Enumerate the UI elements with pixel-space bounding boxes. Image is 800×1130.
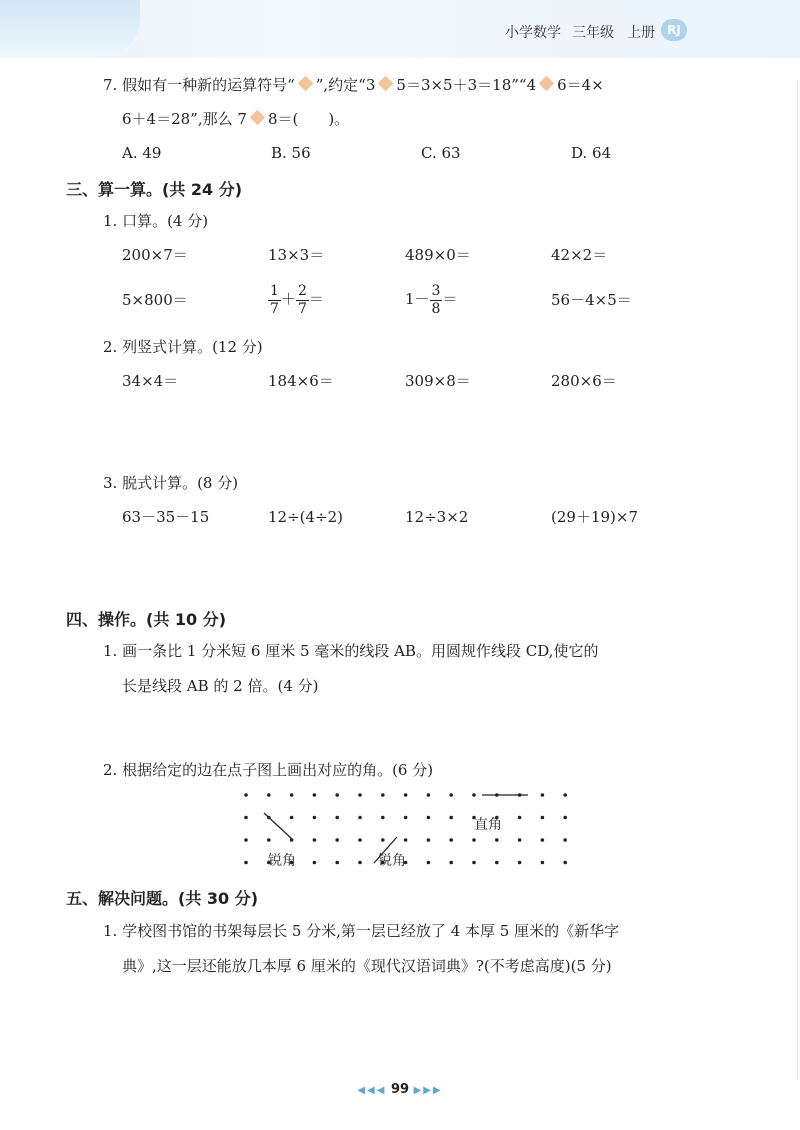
grid-dot xyxy=(335,861,339,865)
grid-dot xyxy=(244,816,248,820)
s4-p1-line2: 长是线段 AB 的 2 倍。(4 分) xyxy=(122,677,319,695)
grid-dot xyxy=(427,861,431,865)
grid-dot xyxy=(244,838,248,842)
acute-angle-label-2: 锐角 xyxy=(378,853,406,869)
grid-dot xyxy=(290,793,294,797)
grid-dot xyxy=(358,816,362,820)
grid-dot xyxy=(563,838,567,842)
oral-calc-item: 200×7＝ xyxy=(122,246,188,264)
grid-dot xyxy=(313,793,317,797)
grid-dot xyxy=(335,838,339,842)
fraction: $\frac{3}{8}$ xyxy=(431,282,441,317)
grid-dot xyxy=(472,838,476,842)
grid-dot xyxy=(244,861,248,865)
header-grade: 三年级 xyxy=(572,25,614,41)
grid-dot xyxy=(335,793,339,797)
grid-dot xyxy=(541,793,545,797)
vertical-calc-item: 309×8＝ xyxy=(405,372,471,390)
grid-dot xyxy=(449,793,453,797)
grid-dot xyxy=(381,838,385,842)
s5-p1-line1: 1. 学校图书馆的书架每层长 5 分米,第一层已经放了 4 本厚 5 厘米的《新华字 xyxy=(103,922,620,940)
fraction: $\frac{1}{7}$ xyxy=(270,282,279,317)
grid-dot xyxy=(313,838,317,842)
s5-p1-line2: 典》,这一层还能放几本厚 6 厘米的《现代汉语词典》?(不考虑高度)(5 分) xyxy=(122,957,612,975)
grid-dot xyxy=(495,861,499,865)
header-subject: 小学数学 xyxy=(505,25,561,41)
q7-option-d[interactable]: D. 64 xyxy=(571,144,612,162)
left-arrows-icon: ◀◀◀ xyxy=(357,1085,387,1096)
header-decoration xyxy=(0,0,140,58)
stepwise-calc-item: 12÷3×2 xyxy=(405,508,469,526)
diamond-operator-icon xyxy=(250,110,266,126)
grid-dot xyxy=(358,838,362,842)
diamond-operator-icon xyxy=(297,76,313,92)
diamond-operator-icon xyxy=(378,76,394,92)
grid-dot xyxy=(404,838,408,842)
vertical-calc-item: 184×6＝ xyxy=(268,372,334,390)
fraction: $\frac{2}{7}$ xyxy=(297,282,307,317)
acute-angle-label-1: 锐角 xyxy=(268,853,296,869)
grid-dot xyxy=(313,861,317,865)
oral-calc-item: 13×3＝ xyxy=(268,246,325,264)
oral-calc-item: 56－4×5＝ xyxy=(551,291,632,309)
vertical-calc-item: 280×6＝ xyxy=(551,372,617,390)
grid-dot xyxy=(358,793,362,797)
grid-dot xyxy=(267,838,271,842)
section3-title: 三、算一算。(共 24 分) xyxy=(66,180,243,199)
s3-p1-title: 1. 口算。(4 分) xyxy=(103,212,209,230)
grid-dot xyxy=(404,816,408,820)
page-footer xyxy=(0,1082,800,1097)
stepwise-calc-item: 63－35－15 xyxy=(122,508,210,526)
grid-dot xyxy=(427,793,431,797)
grid-dot xyxy=(381,816,385,820)
fraction-diff-item: 1－ $\frac{3}{8}$ ＝ xyxy=(405,282,458,317)
grid-dot xyxy=(244,793,248,797)
grid-dot xyxy=(404,793,408,797)
section4-title: 四、操作。(共 10 分) xyxy=(66,610,227,629)
oral-calc-item: 42×2＝ xyxy=(551,246,608,264)
acute-angle-edge-1 xyxy=(264,813,292,839)
grid-dot xyxy=(541,861,545,865)
stepwise-calc-item: 12÷(4÷2) xyxy=(268,508,344,526)
q7-line1: 7. 假如有一种新的运算符号“ ”,约定“3 5＝3×5＋3＝18”“4 6＝4× xyxy=(103,76,604,94)
grid-dot xyxy=(541,816,545,820)
grid-dot xyxy=(563,816,567,820)
grid-dot xyxy=(358,861,362,865)
s4-p2-title: 2. 根据给定的边在点子图上画出对应的角。(6 分) xyxy=(103,761,434,779)
grid-dot xyxy=(267,793,271,797)
header-volume: 上册 xyxy=(627,25,655,41)
q7-option-b[interactable]: B. 56 xyxy=(271,144,311,162)
s3-p2-title: 2. 列竖式计算。(12 分) xyxy=(103,338,263,356)
grid-dot xyxy=(563,793,567,797)
grid-dot xyxy=(563,861,567,865)
s4-p1-line1: 1. 画一条比 1 分米短 6 厘米 5 毫米的线段 AB。用圆规作线段 CD,使它的 xyxy=(103,642,599,660)
grid-dot xyxy=(449,816,453,820)
grid-dot xyxy=(518,816,522,820)
grid-dot xyxy=(449,838,453,842)
page-edge-line xyxy=(797,80,798,1080)
oral-calc-item: 5×800＝ xyxy=(122,291,188,309)
stepwise-calc-item: (29＋19)×7 xyxy=(551,508,638,526)
grid-dot xyxy=(518,838,522,842)
vertical-calc-item: 34×4＝ xyxy=(122,372,179,390)
q7-option-a[interactable]: A. 49 xyxy=(122,144,162,162)
grid-dot xyxy=(449,861,453,865)
section5-title: 五、解决问题。(共 30 分) xyxy=(66,889,259,908)
grid-dot xyxy=(541,838,545,842)
q7-line2: 6＋4＝28”,那么 7 8＝( )。 xyxy=(122,110,350,128)
s3-p3-title: 3. 脱式计算。(8 分) xyxy=(103,474,239,492)
oral-calc-item: 489×0＝ xyxy=(405,246,471,264)
grid-dot xyxy=(495,838,499,842)
grid-dot xyxy=(472,861,476,865)
grid-dot xyxy=(518,861,522,865)
page-number: 99 xyxy=(390,1082,410,1097)
grid-dot xyxy=(472,793,476,797)
grid-dot xyxy=(290,816,294,820)
fraction-sum-item: $\frac{1}{7}$ ＋ $\frac{2}{7}$ ＝ xyxy=(270,282,324,317)
grid-dot xyxy=(381,793,385,797)
dot-grid-diagram xyxy=(240,787,580,875)
right-arrows-icon: ▶▶▶ xyxy=(413,1085,443,1096)
q7-option-c[interactable]: C. 63 xyxy=(421,144,461,162)
diamond-operator-icon xyxy=(539,76,555,92)
grid-dot xyxy=(335,816,339,820)
right-angle-label: 直角 xyxy=(474,817,502,833)
grid-dot xyxy=(427,816,431,820)
grid-dot xyxy=(427,838,431,842)
edition-badge: RJ xyxy=(661,19,687,41)
grid-dot xyxy=(313,816,317,820)
